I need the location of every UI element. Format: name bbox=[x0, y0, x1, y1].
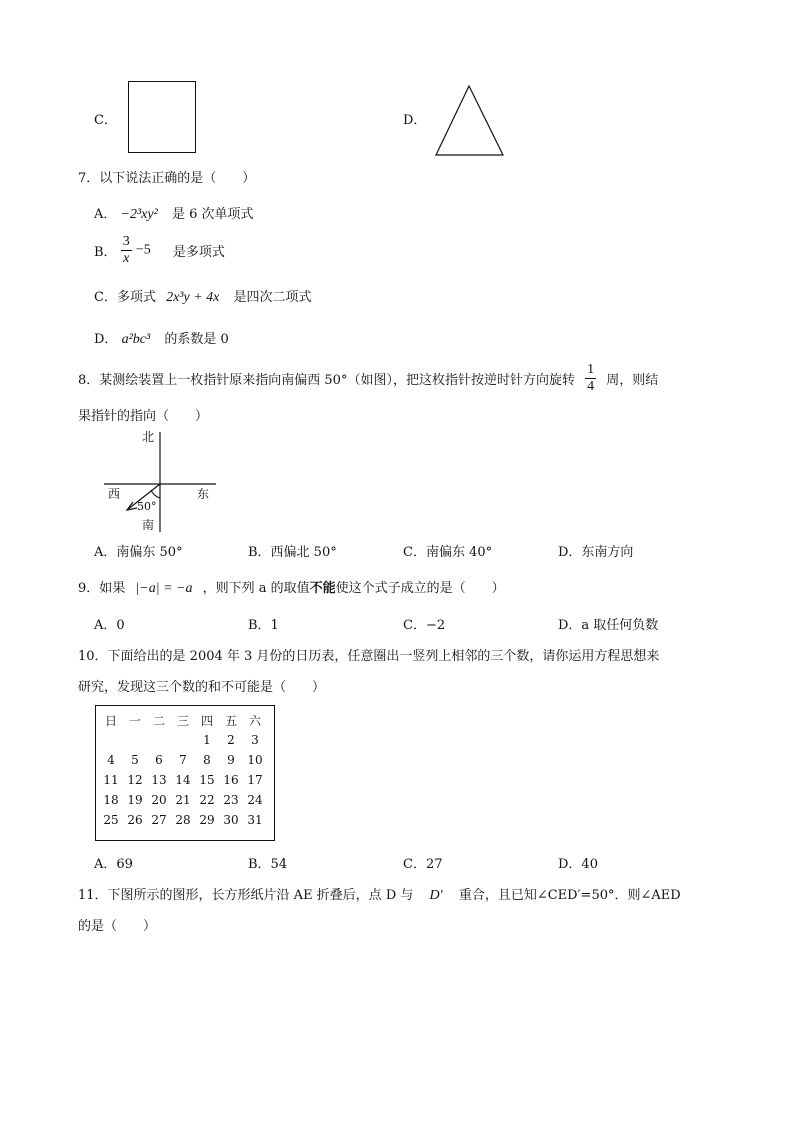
q8-frac-num: 1 bbox=[587, 362, 595, 377]
calendar-day-cell: 27 bbox=[151, 813, 167, 827]
calendar-day-cell: 25 bbox=[103, 813, 119, 827]
q7-option-b-fraction bbox=[121, 234, 132, 267]
q9-stem-bold: 不能 bbox=[309, 581, 336, 596]
calendar-day-cell: 26 bbox=[127, 813, 143, 827]
q11-stem-b: 重合，且已知∠CED′=50°．则∠AED bbox=[458, 888, 681, 903]
calendar-day-cell: 21 bbox=[175, 793, 191, 807]
calendar-day-cell: 20 bbox=[151, 793, 167, 807]
q9-option-a: A．0 bbox=[94, 618, 125, 633]
q9-option-d: D．a 取任何负数 bbox=[558, 618, 659, 633]
q11-stem-line1 bbox=[78, 884, 681, 904]
q7-option-c-text: 是四次二项式 bbox=[233, 290, 312, 305]
calendar-day-cell: 17 bbox=[247, 773, 263, 787]
compass-north-label: 北 bbox=[142, 430, 155, 444]
calendar-day-cell: 28 bbox=[175, 813, 191, 827]
q9-stem-c: 使这个式子成立的是（ ） bbox=[335, 581, 505, 596]
calendar-figure bbox=[95, 705, 275, 841]
calendar-day-cell: 12 bbox=[127, 773, 143, 787]
q7-option-b-num: 3 bbox=[122, 234, 130, 249]
q9-stem bbox=[78, 577, 505, 597]
q8-option-a: A．南偏东 50° bbox=[94, 545, 183, 560]
calendar-header-cell: 四 bbox=[200, 713, 213, 728]
calendar-row bbox=[99, 730, 267, 750]
compass-figure bbox=[100, 428, 220, 532]
compass-angle-label: 50° bbox=[137, 500, 157, 513]
q8-stem-a: 8．某测绘装置上一枚指针原来指向南偏西 50°（如图），把这枚指针按逆时针方向旋转 bbox=[78, 373, 575, 388]
q7-option-a-label: A． bbox=[94, 207, 117, 222]
calendar-day-cell: 8 bbox=[203, 753, 211, 767]
calendar-day-cell: 18 bbox=[103, 793, 119, 807]
q10-option-b: B．54 bbox=[248, 857, 288, 872]
calendar-header-cell: 二 bbox=[152, 713, 165, 728]
calendar-day-cell: 9 bbox=[227, 753, 235, 767]
square-figure bbox=[128, 81, 196, 153]
calendar-day-cell: 29 bbox=[199, 813, 215, 827]
q10-option-d: D．40 bbox=[558, 857, 598, 872]
q8-option-d: D．东南方向 bbox=[558, 545, 634, 560]
q10-stem-b: 研究，发现这三个数的和不可能是（ ） bbox=[78, 680, 326, 695]
calendar-table bbox=[99, 710, 267, 830]
q8-stem-line1 bbox=[78, 362, 658, 395]
q11-stem-c: 的是（ ） bbox=[78, 919, 157, 934]
q7-option-b bbox=[94, 234, 225, 267]
q8-stem-c: 果指针的指向（ ） bbox=[78, 409, 209, 424]
calendar-day-cell: 23 bbox=[223, 793, 239, 807]
calendar-day-cell: 14 bbox=[175, 773, 191, 787]
q6-option-c-label: C． bbox=[94, 113, 117, 128]
q7-option-b-den: x bbox=[123, 251, 130, 266]
q7-option-c-label: C．多项式 bbox=[94, 290, 156, 305]
q8-stem-b: 周，则结 bbox=[606, 373, 659, 388]
q9-option-c: C．−2 bbox=[403, 618, 446, 633]
calendar-row bbox=[99, 750, 267, 770]
calendar-day-cell: 30 bbox=[223, 813, 239, 827]
q10-stem-a: 10．下面给出的是 2004 年 3 月份的日历表，任意圈出一竖列上相邻的三个数，请你运用方程思想来 bbox=[78, 649, 660, 664]
q8-option-c: C．南偏东 40° bbox=[403, 545, 493, 560]
calendar-day-cell: 15 bbox=[199, 773, 215, 787]
q9-stem-b: ，则下列 a 的取值 bbox=[202, 581, 310, 596]
calendar-day-cell: 7 bbox=[179, 753, 187, 767]
calendar-day-cell bbox=[99, 730, 123, 750]
q11-stem-a: 11．下图所示的图形，长方形纸片沿 AE 折叠后，点 D 与 bbox=[78, 888, 414, 903]
q7-stem: 7．以下说法正确的是（ ） bbox=[78, 171, 256, 186]
q7-option-d-text: 的系数是 0 bbox=[164, 332, 229, 347]
calendar-day-cell: 2 bbox=[227, 733, 235, 747]
q7-option-b-text: 是多项式 bbox=[172, 245, 225, 260]
compass-east-label: 东 bbox=[197, 487, 210, 501]
q10-option-c: C．27 bbox=[403, 857, 443, 872]
calendar-header-cell: 六 bbox=[248, 713, 261, 728]
q7-option-a-expr: −2³xy² bbox=[120, 207, 158, 222]
calendar-day-cell: 3 bbox=[251, 733, 259, 747]
calendar-day-cell: 16 bbox=[223, 773, 239, 787]
calendar-day-cell: 4 bbox=[107, 753, 115, 767]
calendar-day-cell bbox=[123, 730, 147, 750]
calendar-day-cell: 1 bbox=[203, 733, 211, 747]
calendar-day-cell: 19 bbox=[127, 793, 143, 807]
q7-option-b-label: B． bbox=[94, 245, 117, 260]
calendar-day-cell: 31 bbox=[247, 813, 263, 827]
calendar-day-cell: 11 bbox=[103, 773, 119, 787]
q11-expr: D′ bbox=[429, 888, 443, 903]
calendar-day-cell: 24 bbox=[247, 793, 263, 807]
q10-option-a: A．69 bbox=[94, 857, 133, 872]
q9-stem-a: 9．如果 bbox=[78, 581, 126, 596]
calendar-header-cell: 三 bbox=[176, 713, 189, 728]
calendar-day-cell bbox=[147, 730, 171, 750]
calendar-row bbox=[99, 810, 267, 830]
q7-option-b-tail: −5 bbox=[135, 242, 151, 258]
compass-west-label: 西 bbox=[108, 487, 121, 501]
q7-option-a-text: 是 6 次单项式 bbox=[171, 207, 254, 222]
q6-option-d-label: D． bbox=[403, 113, 427, 128]
calendar-row bbox=[99, 770, 267, 790]
q7-option-d-label: D． bbox=[94, 332, 118, 347]
calendar-header-cell: 五 bbox=[224, 713, 237, 728]
q9-option-b: B．1 bbox=[248, 618, 279, 633]
q7-option-c bbox=[94, 286, 312, 306]
calendar-day-cell: 22 bbox=[199, 793, 215, 807]
calendar-day-cell: 5 bbox=[131, 753, 139, 767]
q8-fraction bbox=[585, 362, 596, 395]
q9-expr: |−a| = −a bbox=[135, 581, 193, 596]
q7-option-d bbox=[94, 328, 229, 348]
calendar-day-cell bbox=[171, 730, 195, 750]
triangle-figure bbox=[434, 84, 506, 158]
q7-option-a bbox=[94, 203, 254, 223]
q7-option-c-expr: 2x³y + 4x bbox=[166, 290, 220, 305]
calendar-header-cell: 一 bbox=[128, 713, 141, 728]
calendar-header-cell: 日 bbox=[104, 713, 117, 728]
calendar-day-cell: 10 bbox=[247, 753, 263, 767]
q8-option-b: B．西偏北 50° bbox=[248, 545, 337, 560]
q7-option-d-expr: a²bc³ bbox=[121, 332, 151, 347]
calendar-day-cell: 6 bbox=[155, 753, 163, 767]
calendar-row bbox=[99, 790, 267, 810]
compass-south-label: 南 bbox=[142, 518, 155, 532]
calendar-day-cell: 13 bbox=[151, 773, 167, 787]
q8-frac-den: 4 bbox=[587, 379, 595, 394]
